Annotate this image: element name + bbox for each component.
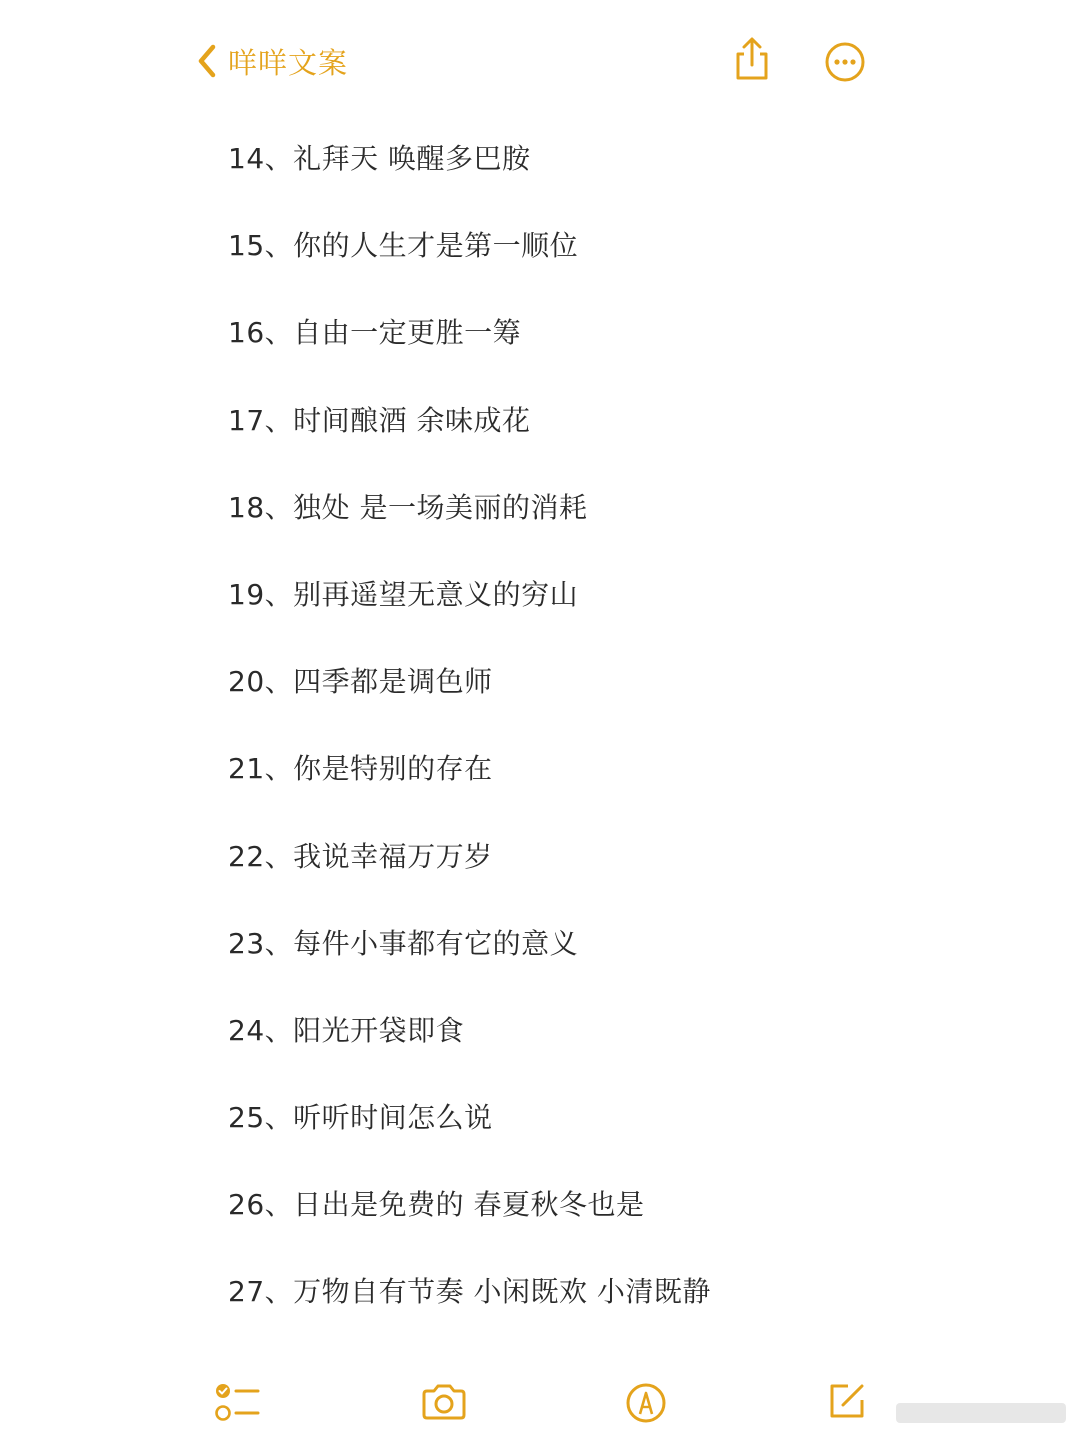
- note-line: 16、自由一定更胜一筹: [228, 316, 522, 350]
- note-line: 20、四季都是调色师: [228, 665, 493, 699]
- markup-button[interactable]: [625, 1382, 667, 1424]
- note-line: 27、万物自有节奏 小闲既欢 小清既静: [228, 1275, 711, 1309]
- share-icon: [730, 36, 774, 82]
- compose-icon: [826, 1380, 868, 1422]
- note-line: 19、别再遥望无意义的穷山: [228, 577, 579, 611]
- markup-pen-icon: [625, 1382, 667, 1424]
- checklist-button[interactable]: [214, 1382, 262, 1424]
- note-line: 15、你的人生才是第一顺位: [228, 229, 579, 263]
- note-line: 17、时间酿酒 余味成花: [228, 403, 531, 437]
- more-button[interactable]: [824, 41, 866, 83]
- note-line: 14、礼拜天 唤醒多巴胺: [228, 142, 531, 175]
- note-line: 22、我说幸福万万岁: [228, 839, 493, 873]
- checklist-icon: [214, 1382, 262, 1424]
- note-line: 25、听听时间怎么说: [228, 1101, 493, 1135]
- note-line: 21、你是特别的存在: [228, 752, 493, 786]
- chevron-left-icon: [196, 43, 218, 79]
- compose-button[interactable]: [826, 1380, 868, 1422]
- note-line: 24、阳光开袋即食: [228, 1013, 465, 1047]
- navigation-bar: [0, 0, 1080, 120]
- note-line: 26、日出是免费的 春夏秋冬也是: [228, 1188, 645, 1222]
- watermark: [896, 1399, 1066, 1427]
- camera-button[interactable]: [420, 1382, 468, 1422]
- camera-icon: [420, 1382, 468, 1422]
- note-line: 18、独处 是一场美丽的消耗: [228, 490, 588, 524]
- note-line: 23、每件小事都有它的意义: [228, 926, 579, 960]
- note-body[interactable]: [228, 130, 988, 1351]
- back-label: 咩咩文案: [228, 45, 349, 80]
- ellipsis-circle-icon: [824, 41, 866, 83]
- share-button[interactable]: [730, 36, 774, 82]
- back-button[interactable]: [196, 38, 348, 84]
